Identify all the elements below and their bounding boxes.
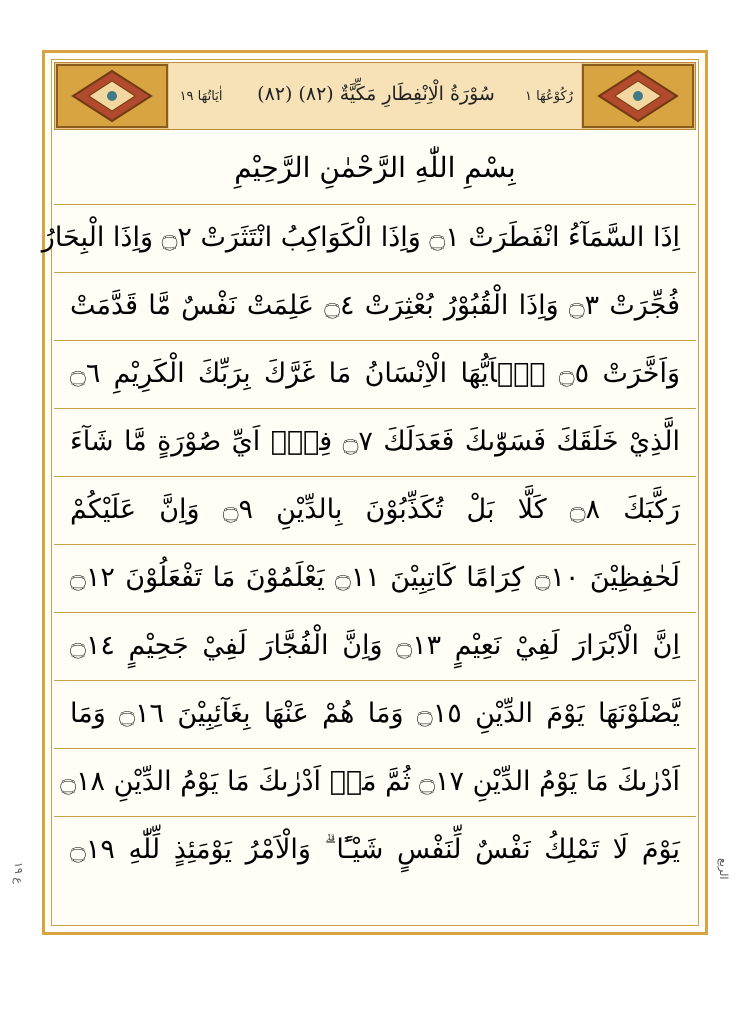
verse-line: فُجِّرَتْ ۝٣ وَاِذَا الْقُبُوْرُ بُعْثِرَتْ ۝٤ عَلِمَتْ نَفْسٌ مَّا قَدَّمَتْ xyxy=(54,273,696,341)
surah-title: سُوْرَةُ الْاِنْفِطَارِ مَكِّيَّةٌ (٨٢) (٨٢) xyxy=(257,83,495,105)
verse-line: وَاَخَّرَتْ ۝٥ يٰۤاَيُّهَا الْاِنْسَانُ مَا غَرَّكَ بِرَبِّكَ الْكَرِيْمِ ۝٦ xyxy=(54,341,696,409)
verse-line: اَدْرٰىكَ مَا يَوْمُ الدِّيْنِ ۝١٧ ثُمَّ مَاۤ اَدْرٰىكَ مَا يَوْمُ الدِّيْنِ ۝١٨ xyxy=(54,749,696,817)
side-note: الربع xyxy=(717,858,730,880)
ornament-right-svg xyxy=(581,63,695,129)
verse-line: يَوْمَ لَا تَمْلِكُ نَفْسٌ لِّنَفْسٍ شَيْـًٔا ۗ وَالْاَمْرُ يَوْمَئِذٍ لِّلّٰهِ ۝١٩ xyxy=(70,834,680,865)
verse-line: الَّذِيْ خَلَقَكَ فَسَوّٰىكَ فَعَدَلَكَ ۝٧ فِيْۤ اَيِّ صُوْرَةٍ مَّا شَآءَ xyxy=(54,409,696,477)
surah-header xyxy=(54,62,696,130)
verse-lines xyxy=(41,133,696,885)
ornament-left-icon xyxy=(55,63,169,129)
verse-count: اٰيَاتُهَا ١٩ xyxy=(179,89,223,104)
verse-line: اِنَّ الْاَبْرَارَ لَفِيْ نَعِيْمٍ ۝١٣ وَاِنَّ الْفُجَّارَ لَفِيْ جَحِيْمٍ ۝١٤ xyxy=(54,613,696,681)
verse-line: رَكَّبَكَ ۝٨ كَلَّا بَلْ تُكَذِّبُوْنَ بِالدِّيْنِ ۝٩ وَاِنَّ عَلَيْكُمْ xyxy=(54,477,696,545)
verse-line: اِذَا السَّمَآءُ انْفَطَرَتْ ۝١ وَاِذَا الْكَوَاكِبُ انْتَثَرَتْ ۝٢ وَاِذَا الْبِحَارُ xyxy=(54,205,696,273)
juz-marker: ع ١٩ xyxy=(12,862,25,884)
bismillah-line: بِسْمِ اللّٰهِ الرَّحْمٰنِ الرَّحِيْمِ xyxy=(54,133,696,205)
ornament-left-svg xyxy=(55,63,169,129)
verse-line: يَّصْلَوْنَهَا يَوْمَ الدِّيْنِ ۝١٥ وَمَا هُمْ عَنْهَا بِغَآئِبِيْنَ ۝١٦ وَمَا xyxy=(54,681,696,749)
page-frame xyxy=(42,50,708,935)
verse-line: لَحٰفِظِيْنَ ۝١٠ كِرَامًا كَاتِبِيْنَ ۝١١ يَعْلَمُوْنَ مَا تَفْعَلُوْنَ ۝١٢ xyxy=(54,545,696,613)
ornament-right-icon xyxy=(581,63,695,129)
ruku-count: رُكُوْعُهَا ١ xyxy=(524,89,573,104)
